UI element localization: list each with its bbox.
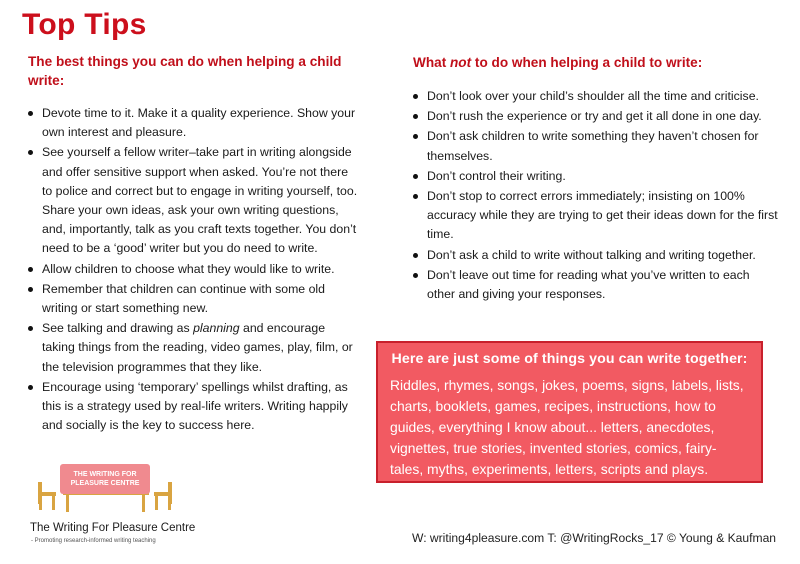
emphasis-not: not [450,55,472,70]
list-item: Allow children to choose what they would like to write. [28,260,358,279]
write-together-title: Here are just some of things you can write together: [391,351,748,367]
what-not-list [413,87,778,304]
list-item: Don’t control their writing. [413,167,778,186]
what-not-section [413,52,778,305]
list-item: Don’t leave out time for reading what you’ve written to each other and giving your responses. [413,266,778,304]
list-item: Remember that children can continue with some old writing or start something new. [28,280,358,318]
list-item: See yourself a fellow writer–take part in writing alongside and offer sensitive support when asked. You’re not there to police and correct but to engage in writing yourself, too. Share your own ideas, ask your own writing questions, and, importantly, talk as you craft texts together. You don’t need to be a ‘good’ writer but you do need to write. [28,143,358,258]
logo-banner: THE WRITING FOR PLEASURE CENTRE [60,464,150,494]
list-item: Encourage using ‘temporary’ spellings whilst drafting, as this is a strategy used by real-life writers. Writing happily and socially is the key to success here. [28,378,358,436]
best-things-list [28,104,358,435]
page-title: Top Tips [22,8,147,41]
what-not-heading: What not to do when helping a child to write: [413,55,703,70]
list-item: Don’t ask children to write something they haven’t chosen for themselves. [413,127,778,165]
list-item: Don’t ask a child to write without talking and writing together. [413,246,778,265]
list-item: Devote time to it. Make it a quality experience. Show your own interest and pleasure. [28,104,358,142]
emphasis-planning: planning [193,321,240,336]
list-item: See talking and drawing as planning and encourage taking things from the reading, video games, play, film, or the television programmes that they like. [28,319,358,377]
logo-name: The Writing For Pleasure Centre [30,522,196,534]
list-item: Don’t look over your child’s shoulder all the time and criticise. [413,87,778,106]
list-item: Don’t rush the experience or try and get it all done in one day. [413,107,778,126]
best-things-heading: The best things you can do when helping a child write: [28,54,342,88]
footer-credits: W: writing4pleasure.com T: @WritingRocks_17 © Young & Kaufman [412,531,777,545]
best-things-section [28,52,358,436]
writing-for-pleasure-logo [30,462,200,554]
write-together-body: Riddles, rhymes, songs, jokes, poems, signs, labels, lists, charts, booklets, games, recipes, instructions, how to guides, everything I know about... letters, anecdotes, vignettes, true stories, invented stories, comics, fairy-tales, myths, experiments, letters, scripts and plays. [390,377,744,477]
logo-tagline: - Promoting research-informed writing teaching [31,538,156,544]
write-together-box [376,341,763,483]
list-item: Don’t stop to correct errors immediately; insisting on 100% accuracy while they are trying to get their ideas down for the first time. [413,187,778,245]
